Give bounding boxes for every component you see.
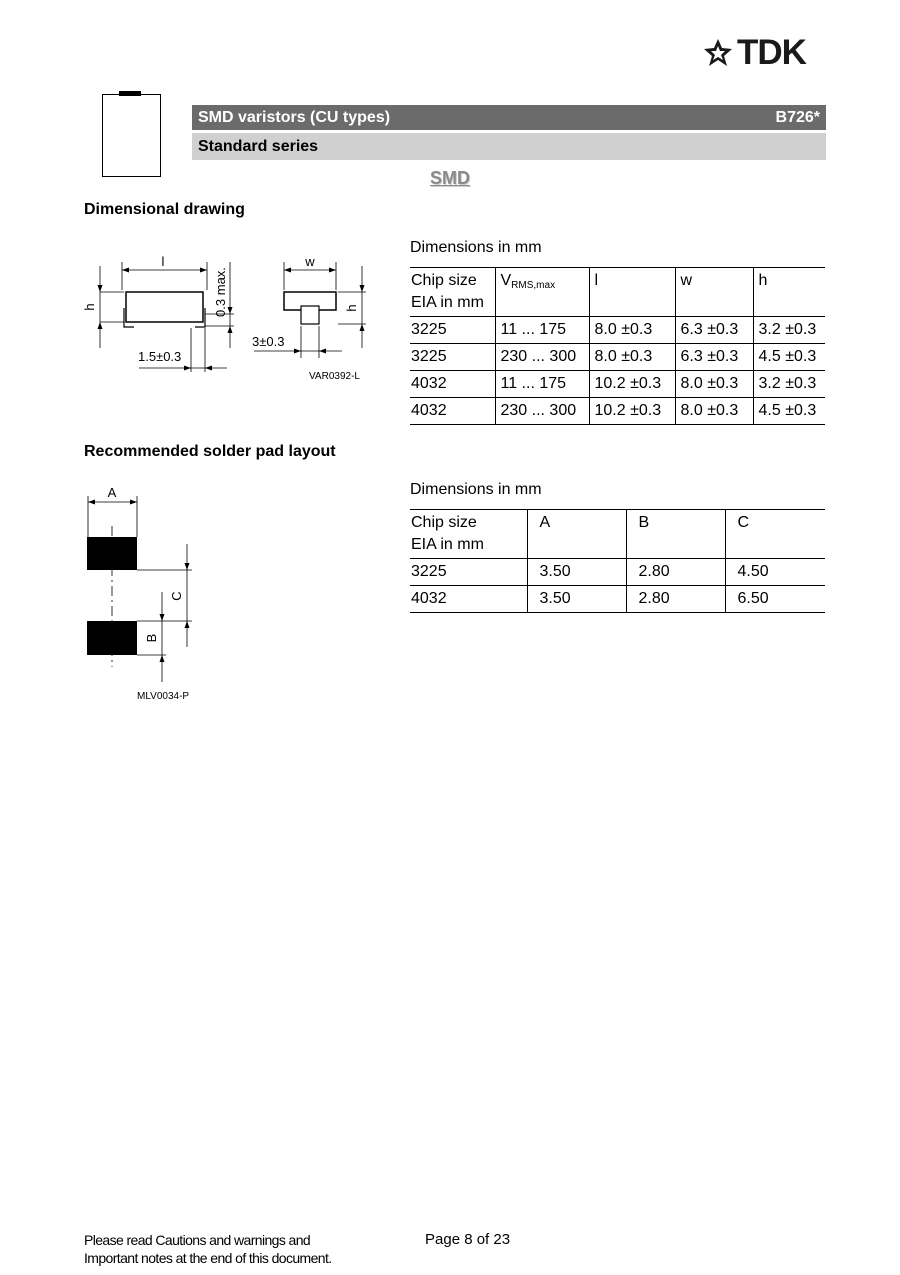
cell: 3.50 bbox=[527, 559, 626, 586]
cell: 4.5 ±0.3 bbox=[753, 398, 825, 425]
c-label: C bbox=[169, 591, 184, 601]
cell: 10.2 ±0.3 bbox=[589, 371, 675, 398]
table-row bbox=[410, 398, 825, 425]
drawing-ref-label: VAR0392-L bbox=[309, 371, 360, 382]
w-label: w bbox=[305, 254, 315, 269]
tdk-star-icon bbox=[703, 38, 733, 68]
l-label: l bbox=[161, 254, 165, 269]
table-row bbox=[410, 317, 825, 344]
table-header-row bbox=[410, 268, 825, 317]
cell: 6.3 ±0.3 bbox=[675, 344, 753, 371]
cell: 3.2 ±0.3 bbox=[753, 317, 825, 344]
page-number: Page 8 of 23 bbox=[425, 1231, 511, 1248]
gap-label: 3±0.3 bbox=[252, 334, 285, 349]
cell: 8.0 ±0.3 bbox=[675, 371, 753, 398]
dimensional-drawing-title: Dimensional drawing bbox=[84, 201, 245, 218]
cell: 230 ... 300 bbox=[495, 398, 589, 425]
cell: 11 ... 175 bbox=[495, 371, 589, 398]
header-a: A bbox=[527, 510, 626, 559]
max-label: 0.3 max. bbox=[213, 267, 228, 317]
footer-note-line1: Please read Cautions and warnings and bbox=[84, 1232, 311, 1248]
header-w: w bbox=[675, 268, 753, 317]
dimensions-table bbox=[410, 267, 825, 425]
header-h: h bbox=[753, 268, 825, 317]
cell: 8.0 ±0.3 bbox=[589, 344, 675, 371]
table-row bbox=[410, 344, 825, 371]
table-row bbox=[410, 371, 825, 398]
table-row bbox=[410, 559, 825, 586]
footer-note bbox=[84, 1231, 332, 1267]
cell: 6.3 ±0.3 bbox=[675, 317, 753, 344]
cell: 4032 bbox=[410, 371, 495, 398]
table-header-row bbox=[410, 510, 825, 559]
solder-ref-label: MLV0034-P bbox=[137, 691, 190, 702]
header-b: B bbox=[626, 510, 725, 559]
part-number: B726* bbox=[775, 108, 820, 126]
table-row bbox=[410, 586, 825, 613]
header-chip-size: Chip size EIA in mm bbox=[410, 510, 527, 559]
b-label: B bbox=[144, 633, 159, 643]
header-l: l bbox=[589, 268, 675, 317]
series-title: Standard series bbox=[198, 137, 319, 155]
h-right-label: h bbox=[344, 304, 359, 312]
product-title-bar bbox=[192, 105, 826, 130]
header-c: C bbox=[725, 510, 825, 559]
series-bar bbox=[192, 133, 826, 160]
a-label: A bbox=[107, 485, 117, 500]
product-title: SMD varistors (CU types) bbox=[198, 108, 391, 126]
cell: 10.2 ±0.3 bbox=[589, 398, 675, 425]
package-label: SMD bbox=[430, 168, 470, 188]
cell: 11 ... 175 bbox=[495, 317, 589, 344]
dimensional-caption: Dimensions in mm bbox=[410, 239, 542, 256]
cell: 8.0 ±0.3 bbox=[675, 398, 753, 425]
cell: 3.2 ±0.3 bbox=[753, 371, 825, 398]
h-left-label: h bbox=[82, 303, 97, 311]
solder-pad-drawing bbox=[84, 482, 224, 707]
dimensional-drawing bbox=[84, 248, 374, 388]
chip-component-icon bbox=[101, 90, 163, 180]
cell: 6.50 bbox=[725, 586, 825, 613]
tdk-logo bbox=[703, 33, 806, 72]
cell: 3225 bbox=[410, 559, 527, 586]
logo-text: TDK bbox=[737, 33, 806, 72]
offset-label: 1.5±0.3 bbox=[138, 349, 182, 364]
cell: 3225 bbox=[410, 317, 495, 344]
cell: 2.80 bbox=[626, 559, 725, 586]
cell: 8.0 ±0.3 bbox=[589, 317, 675, 344]
cell: 230 ... 300 bbox=[495, 344, 589, 371]
solder-pad-table bbox=[410, 509, 825, 613]
header-vrms: $V_{RMS,max}$ bbox=[495, 268, 589, 317]
cell: 3225 bbox=[410, 344, 495, 371]
cell: 4.5 ±0.3 bbox=[753, 344, 825, 371]
cell: 4032 bbox=[410, 398, 495, 425]
cell: 3.50 bbox=[527, 586, 626, 613]
cell: 4.50 bbox=[725, 559, 825, 586]
header-chip-size: Chip size EIA in mm bbox=[410, 268, 495, 317]
solder-pad-title: Recommended solder pad layout bbox=[84, 443, 336, 460]
solder-caption: Dimensions in mm bbox=[410, 481, 542, 498]
cell: 4032 bbox=[410, 586, 527, 613]
cell: 2.80 bbox=[626, 586, 725, 613]
footer-note-line2: Important notes at the end of this document. bbox=[84, 1250, 332, 1266]
